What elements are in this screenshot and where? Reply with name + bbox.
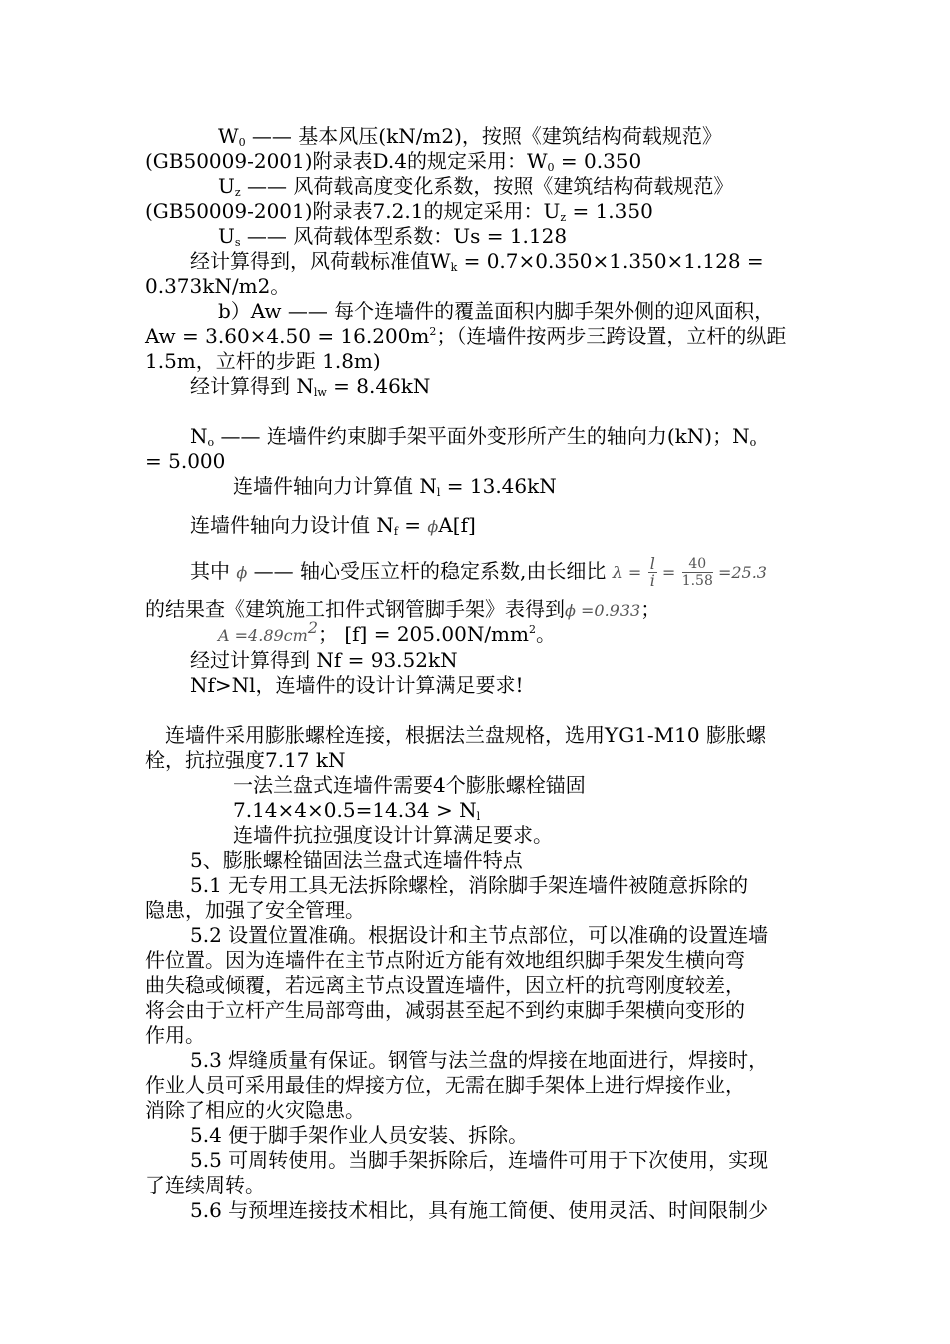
text-line: 曲失稳或倾覆，若远离主节点设置连墙件，因立杆的抗弯刚度较差， bbox=[145, 973, 745, 997]
text-line: 连墙件轴向力计算值 $N_l = 13.46kN$ bbox=[233, 474, 557, 499]
text-line: 1.5m，立杆的步距 1.8m) bbox=[145, 349, 381, 373]
text-line: 的结果查《建筑施工扣件式钢管脚手架》表得到ϕ =0.933； bbox=[145, 597, 661, 621]
text-line: 隐患，加强了安全管理。 bbox=[145, 898, 365, 922]
text-line: 经计算得到 $N_{lw} = 8.46kN$ bbox=[190, 374, 431, 399]
text-line: 了连续周转。 bbox=[145, 1173, 265, 1197]
text-line: 经过计算得到 Nf = 93.52kN bbox=[190, 648, 458, 672]
text-line: 0.373kN/m2。 bbox=[145, 274, 291, 298]
text-line: 5.4 便于脚手架作业人员安装、拆除。 bbox=[190, 1123, 529, 1147]
text-line: (GB50009-2001)附录表7.2.1的规定采用：$U_z = 1.350$ bbox=[145, 199, 653, 224]
fraction-40-over-158: $\frac{40}{1.58}$ bbox=[681, 556, 713, 589]
text-line: 件位置。因为连墙件在主节点附近方能有效地组织脚手架发生横向弯 bbox=[145, 948, 745, 972]
text-line: $A =4.89cm^2$； $[f] = 205.00N/mm^2$。 bbox=[218, 618, 556, 646]
text-line: 经计算得到，风荷载标准值$W_k = 0.7\times 0.350\times 1.350\times 1.128$ = bbox=[190, 249, 764, 274]
text-line: 将会由于立杆产生局部弯曲，减弱甚至起不到约束脚手架横向变形的 bbox=[145, 998, 745, 1022]
section-heading: 5、膨胀螺栓锚固法兰盘式连墙件特点 bbox=[190, 848, 523, 872]
text-line: 一法兰盘式连墙件需要4个膨胀螺栓锚固 bbox=[233, 773, 586, 797]
text-line: $U_s$ —— 风荷载体型系数：Us = 1.128 bbox=[218, 224, 568, 249]
text-line: 作业人员可采用最佳的焊接方位，无需在脚手架体上进行焊接作业， bbox=[145, 1073, 745, 1097]
text-line: (GB50009-2001)附录表D.4的规定采用：$W_0 = 0.350$ bbox=[145, 149, 642, 174]
text-line: 消除了相应的火灾隐患。 bbox=[145, 1098, 365, 1122]
text-line: $N_o$ —— 连墙件约束脚手架平面外变形所产生的轴向力(kN)；$N_o$ bbox=[190, 424, 757, 449]
text-line: $7.14\times 4\times 0.5=14.34 > N_l$ bbox=[233, 798, 481, 823]
text-line: 5.2 设置位置准确。根据设计和主节点部位，可以准确的设置连墙 bbox=[190, 923, 769, 947]
text-line: 5.5 可周转使用。当脚手架拆除后，连墙件可用于下次使用，实现 bbox=[190, 1148, 769, 1172]
text-line: 5.1 无专用工具无法拆除螺栓，消除脚手架连墙件被随意拆除的 bbox=[190, 873, 749, 897]
text-line: 5.3 焊缝质量有保证。钢管与法兰盘的焊接在地面进行，焊接时， bbox=[190, 1048, 769, 1072]
text-line: $U_z$ —— 风荷载高度变化系数，按照《建筑结构荷载规范》 bbox=[218, 174, 734, 199]
text-line: 连墙件采用膨胀螺栓连接，根据法兰盘规格，选用YG1-M10 膨胀螺 bbox=[165, 723, 766, 747]
text-line: $Aw = 3.60\times 4.50 = 16.200m^2$；（连墙件按两步三跨设置，立杆的纵距 bbox=[145, 324, 787, 348]
text-line: $W_0$ —— 基本风压(kN/m2)，按照《建筑结构荷载规范》 bbox=[218, 124, 722, 149]
text-line: 连墙件抗拉强度设计计算满足要求。 bbox=[233, 823, 553, 847]
text-line: 栓，抗拉强度7.17 kN bbox=[145, 748, 346, 772]
text-line: Nf>Nl，连墙件的设计计算满足要求! bbox=[190, 673, 524, 697]
fraction-l-over-i: $\frac{l}{i}$ bbox=[649, 554, 655, 590]
text-line: = 5.000 bbox=[145, 449, 226, 473]
text-line: 连墙件轴向力设计值 $N_f = \phi A[f]$ bbox=[190, 513, 476, 538]
formula-line: 其中 ϕ —— 轴心受压立杆的稳定系数,由长细比 λ = $\frac{l}{i}$ = $\frac{40}{1.58}$ =25.3 bbox=[190, 554, 767, 590]
text-line: 作用。 bbox=[145, 1023, 205, 1047]
text-line: b）Aw —— 每个连墙件的覆盖面积内脚手架外侧的迎风面积， bbox=[218, 299, 775, 323]
text-line: 5.6 与预埋连接技术相比，具有施工简便、使用灵活、时间限制少 bbox=[190, 1198, 769, 1222]
